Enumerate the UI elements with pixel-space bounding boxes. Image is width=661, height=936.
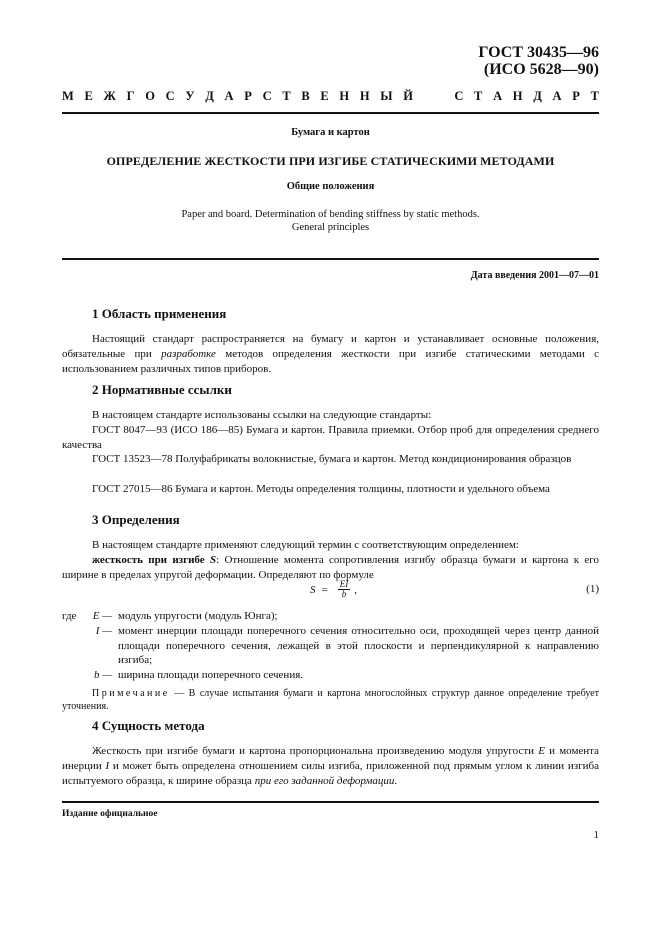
banner-letter: Н [339, 89, 350, 103]
where-word: где [62, 610, 77, 622]
term-definition: жесткость при изгибе S: Отношение момента сопротивления изгибу образца бумаги и картона к его ширине в пределах упругой деформации. Определяют по формуле [62, 553, 599, 581]
banner-letter: Г [126, 89, 135, 103]
emphasis-text: при его заданной деформации [254, 774, 395, 787]
banner-letter: Ы [380, 89, 393, 103]
where-text: ширина площади поперечного сечения. [118, 669, 304, 682]
interstate-standard-banner [62, 89, 599, 104]
banner-letter: Д [533, 89, 542, 103]
where-item [62, 624, 599, 668]
section-2-heading: 2 Нормативные ссылки [92, 382, 232, 397]
formula-fraction [338, 580, 351, 599]
top-rule [62, 112, 599, 114]
formula-denominator: b [341, 589, 347, 599]
emphasis-text: разработке [161, 347, 216, 360]
banner-letter: Н [512, 89, 523, 103]
bottom-rule [62, 801, 599, 803]
where-list [62, 609, 599, 683]
banner-letter: Н [359, 89, 370, 103]
banner-letter: С [165, 89, 175, 103]
reference-item: ГОСТ 8047—93 (ИСО 186—85) Бумага и картон. Правила приемки. Отбор проб для определения среднего качества [62, 423, 599, 451]
banner-letter: У [185, 89, 195, 103]
english-subtitle: General principles [291, 222, 370, 233]
date-introduced: Дата введения 2001—07—01 [470, 270, 599, 281]
section-4-heading: 4 Сущность метода [92, 718, 205, 733]
formula-numerator: EI [339, 579, 349, 589]
section-4-text: Жесткость при изгибе бумаги и картона пропорциональна произведению модуля упругости E и момента инерции I и может быть определена отношением силы изгиба, приложенной под прямым углом к линии изгиба испытуемого образца, к ширине образца при его заданной деформации. [62, 745, 599, 787]
equation-number: (1) [586, 583, 599, 595]
banner-letter: М [62, 89, 74, 103]
banner-letter: О [145, 89, 155, 103]
where-symbol: b — [93, 669, 112, 682]
section-1-text: Настоящий стандарт распространяется на бумагу и картон и устанавливает основные положения, обязательные при разработке методов определения жесткости при изгибе статическими методами с использованием различных типов приборов. [62, 333, 599, 375]
banner-letter: Т [282, 89, 291, 103]
page-number: 1 [593, 829, 599, 841]
section-3-intro: В настоящем стандарте применяют следующий термин с соответствующим определением: [92, 539, 519, 551]
banner-letter: Д [205, 89, 214, 103]
banner-letter: Т [590, 89, 599, 103]
gost-number-block [478, 44, 599, 78]
reference-item: ГОСТ 13523—78 Полуфабрикаты волокнистые, бумага и картон. Метод кондиционирования образцов [92, 453, 572, 466]
topic: Бумага и картон [291, 127, 370, 138]
where-text: модуль упругости (модуль Юнга); [118, 610, 278, 622]
banner-letter: Й [403, 89, 413, 103]
where-symbol: E — [92, 610, 112, 622]
where-text: момент инерции площади поперечного сечения относительно оси, проходящей через центр данной площади поперечного сечения, лежащей в этой плоскости и перпендикулярной к направлению изгиба; [118, 624, 599, 667]
where-symbol: I — [95, 624, 112, 637]
banner-letter: Р [244, 89, 252, 103]
banner-letter: А [224, 89, 234, 103]
banner-letter: Ж [103, 89, 116, 103]
formula-equals: = [321, 583, 328, 596]
banner-letter: В [301, 89, 310, 103]
section-1-heading: 1 Область применения [92, 306, 227, 321]
formula-comma: , [354, 583, 357, 596]
banner-letter: А [493, 89, 503, 103]
english-title-block [62, 208, 599, 234]
note-label: Примечание [92, 688, 170, 699]
note-text: — В случае испытания бумаги и картона многослойных структур данное определение требует уточнения. [62, 688, 599, 712]
banner-gap [424, 89, 444, 104]
term: жесткость при изгибе S [92, 553, 217, 566]
document-title: ОПРЕДЕЛЕНИЕ ЖЕСТКОСТИ ПРИ ИЗГИБЕ СТАТИЧЕСКИМИ МЕТОДАМИ [106, 154, 555, 168]
section-2-intro: В настоящем стандарте использованы ссылки на следующие стандарты: [92, 409, 432, 421]
section-3-heading: 3 Определения [92, 512, 180, 527]
banner-letter: С [262, 89, 272, 103]
edition-label: Издание официальное [62, 809, 158, 819]
formula-lhs: S [310, 583, 316, 596]
subtopic: Общие положения [286, 181, 375, 192]
banner-letter: Р [572, 89, 580, 103]
note [62, 687, 599, 713]
banner-letter: Т [474, 89, 483, 103]
reference-item: ГОСТ 27015—86 Бумага и картон. Методы определения толщины, плотности и удельного объема [92, 483, 550, 495]
banner-letter: С [454, 89, 464, 103]
gost-number: ГОСТ 30435—96 [478, 44, 599, 61]
banner-letter: Е [84, 89, 93, 103]
iso-number: (ИСО 5628—90) [483, 61, 599, 78]
middle-rule [62, 258, 599, 260]
where-item [62, 609, 599, 624]
banner-letter: Е [320, 89, 329, 103]
banner-letter: А [552, 89, 562, 103]
formula [310, 580, 357, 599]
english-title: Paper and board. Determination of bending stiffness by static methods. [181, 209, 480, 220]
where-item [62, 668, 599, 683]
